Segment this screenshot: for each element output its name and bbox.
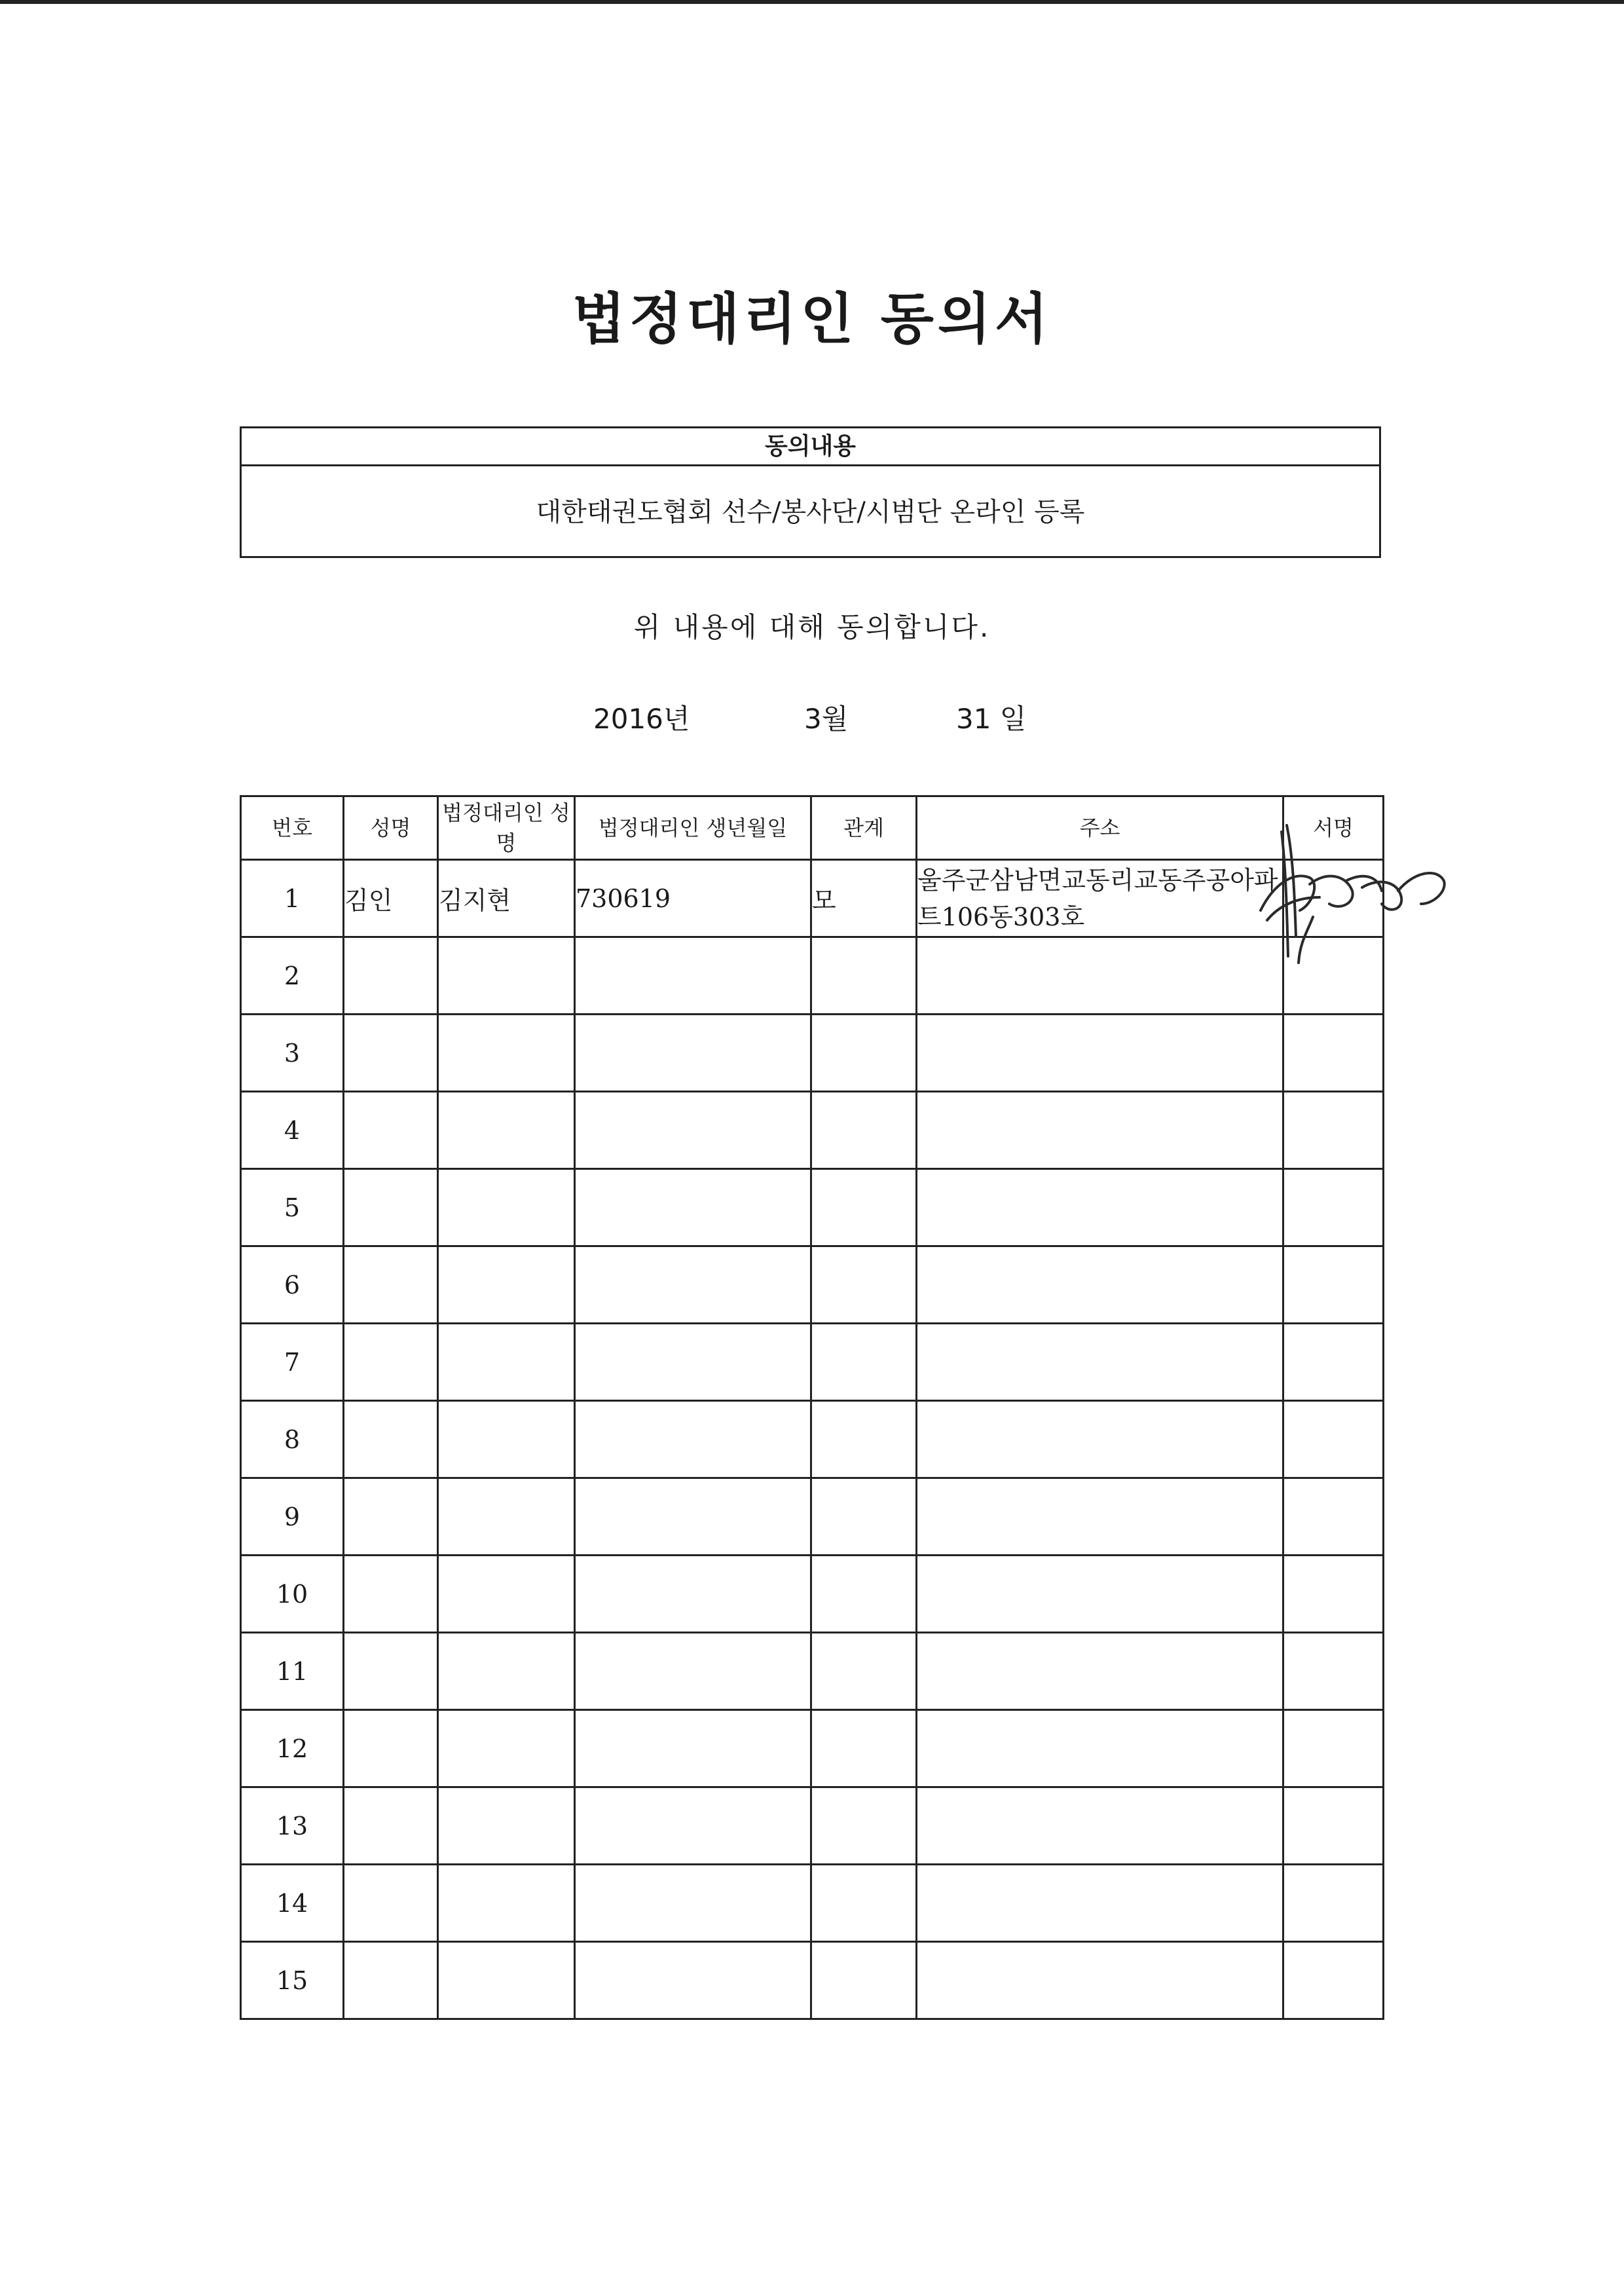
row-guardian-birth (575, 1556, 811, 1633)
row-guardian-name (438, 1942, 575, 2019)
row-guardian-birth (575, 1169, 811, 1246)
row-guardian-name (438, 1401, 575, 1478)
date-year: 2016년 (593, 703, 690, 735)
row-no: 9 (241, 1478, 344, 1556)
row-guardian-birth (575, 1710, 811, 1787)
row-guardian-name (438, 1169, 575, 1246)
consent-content-body: 대한태권도협회 선수/봉사단/시범단 온라인 등록 (536, 497, 1085, 527)
row-signature (1283, 1787, 1384, 1865)
row-guardian-name (438, 937, 575, 1015)
table-row (241, 937, 1384, 1015)
table-header-row (241, 796, 1384, 860)
row-guardian-birth (575, 1324, 811, 1401)
row-address (917, 937, 1283, 1015)
row-no: 3 (241, 1015, 344, 1092)
header-name: 성명 (344, 796, 438, 860)
header-no: 번호 (241, 796, 344, 860)
row-guardian-birth (575, 1401, 811, 1478)
row-address: 울주군삼남면교동리교동주공아파트106동303호 (917, 860, 1283, 937)
row-signature (1283, 1092, 1384, 1169)
row-relation (811, 1478, 917, 1556)
row-address (917, 1942, 1283, 2019)
scan-edge (0, 0, 1624, 4)
row-no: 11 (241, 1633, 344, 1710)
row-no: 2 (241, 937, 344, 1015)
table-row (241, 1942, 1384, 2019)
row-guardian-birth (575, 1633, 811, 1710)
row-no: 14 (241, 1865, 344, 1942)
row-name (344, 1787, 438, 1865)
row-address (917, 1246, 1283, 1324)
row-address (917, 1015, 1283, 1092)
row-name (344, 937, 438, 1015)
row-signature (1283, 1556, 1384, 1633)
row-no: 15 (241, 1942, 344, 2019)
row-guardian-birth (575, 1246, 811, 1324)
consent-content-box (240, 426, 1381, 558)
row-relation (811, 937, 917, 1015)
row-guardian-birth (575, 937, 811, 1015)
row-guardian-name (438, 1556, 575, 1633)
row-relation (811, 1246, 917, 1324)
row-name (344, 1092, 438, 1169)
table-row (241, 1865, 1384, 1942)
table-row (241, 1401, 1384, 1478)
row-signature (1283, 1246, 1384, 1324)
row-no: 5 (241, 1169, 344, 1246)
row-guardian-name (438, 1324, 575, 1401)
row-relation (811, 1015, 917, 1092)
document-title: 법정대리인 동의서 (572, 286, 1052, 351)
row-name (344, 1556, 438, 1633)
header-relation: 관계 (811, 796, 917, 860)
row-signature (1283, 1710, 1384, 1787)
row-name (344, 1015, 438, 1092)
consent-content-header: 동의내용 (242, 428, 1379, 466)
table-row (241, 1092, 1384, 1169)
row-relation (811, 1710, 917, 1787)
table-row (241, 1169, 1384, 1246)
row-signature (1283, 1633, 1384, 1710)
row-name (344, 1633, 438, 1710)
row-signature (1283, 1478, 1384, 1556)
row-address (917, 1710, 1283, 1787)
row-relation (811, 1633, 917, 1710)
table-row (241, 1246, 1384, 1324)
table-row (241, 1710, 1384, 1787)
table-row (241, 1324, 1384, 1401)
header-signature: 서명 (1283, 796, 1384, 860)
header-guardian-name: 법정대리인 성명 (438, 796, 575, 860)
row-relation (811, 1865, 917, 1942)
row-relation (811, 1092, 917, 1169)
row-signature (1283, 1401, 1384, 1478)
date-month: 3월 (804, 703, 849, 735)
row-address (917, 1787, 1283, 1865)
row-name: 김인 (344, 860, 438, 937)
row-relation (811, 1556, 917, 1633)
row-address (917, 1401, 1283, 1478)
row-address (917, 1092, 1283, 1169)
row-relation (811, 1942, 917, 2019)
row-no: 6 (241, 1246, 344, 1324)
row-guardian-birth (575, 1092, 811, 1169)
row-no: 7 (241, 1324, 344, 1401)
row-name (344, 1169, 438, 1246)
row-name (344, 1324, 438, 1401)
row-signature (1283, 1015, 1384, 1092)
row-guardian-birth (575, 1015, 811, 1092)
row-guardian-birth (575, 1942, 811, 2019)
row-signature (1283, 1865, 1384, 1942)
agreement-statement: 위 내용에 대해 동의합니다. (633, 611, 991, 643)
row-no: 1 (241, 860, 344, 937)
row-relation (811, 1324, 917, 1401)
row-guardian-name: 김지현 (438, 860, 575, 937)
row-address (917, 1865, 1283, 1942)
row-guardian-name (438, 1710, 575, 1787)
row-guardian-name (438, 1015, 575, 1092)
table-row (241, 1556, 1384, 1633)
row-guardian-birth: 730619 (575, 860, 811, 937)
row-signature (1283, 1324, 1384, 1401)
row-relation: 모 (811, 860, 917, 937)
handwritten-signature (1247, 806, 1457, 976)
table-row (241, 860, 1384, 937)
row-guardian-name (438, 1865, 575, 1942)
row-address (917, 1556, 1283, 1633)
header-address: 주소 (917, 796, 1283, 860)
row-guardian-birth (575, 1478, 811, 1556)
row-no: 4 (241, 1092, 344, 1169)
table-row (241, 1478, 1384, 1556)
row-name (344, 1246, 438, 1324)
row-signature (1283, 1942, 1384, 2019)
row-guardian-birth (575, 1865, 811, 1942)
header-guardian-birth: 법정대리인 생년월일 (575, 796, 811, 860)
row-guardian-name (438, 1787, 575, 1865)
row-name (344, 1942, 438, 2019)
row-name (344, 1478, 438, 1556)
row-guardian-name (438, 1633, 575, 1710)
row-address (917, 1324, 1283, 1401)
row-no: 13 (241, 1787, 344, 1865)
row-relation (811, 1787, 917, 1865)
table-row (241, 1015, 1384, 1092)
row-address (917, 1478, 1283, 1556)
row-relation (811, 1169, 917, 1246)
row-name (344, 1865, 438, 1942)
row-guardian-name (438, 1246, 575, 1324)
guardian-roster-table (240, 795, 1384, 2020)
date-day: 31 일 (956, 703, 1027, 735)
row-guardian-birth (575, 1787, 811, 1865)
row-guardian-name (438, 1478, 575, 1556)
row-relation (811, 1401, 917, 1478)
row-no: 10 (241, 1556, 344, 1633)
row-no: 12 (241, 1710, 344, 1787)
row-name (344, 1710, 438, 1787)
row-signature (1283, 1169, 1384, 1246)
row-address (917, 1633, 1283, 1710)
row-guardian-name (438, 1092, 575, 1169)
row-no: 8 (241, 1401, 344, 1478)
table-row (241, 1787, 1384, 1865)
table-row (241, 1633, 1384, 1710)
row-name (344, 1401, 438, 1478)
row-address (917, 1169, 1283, 1246)
